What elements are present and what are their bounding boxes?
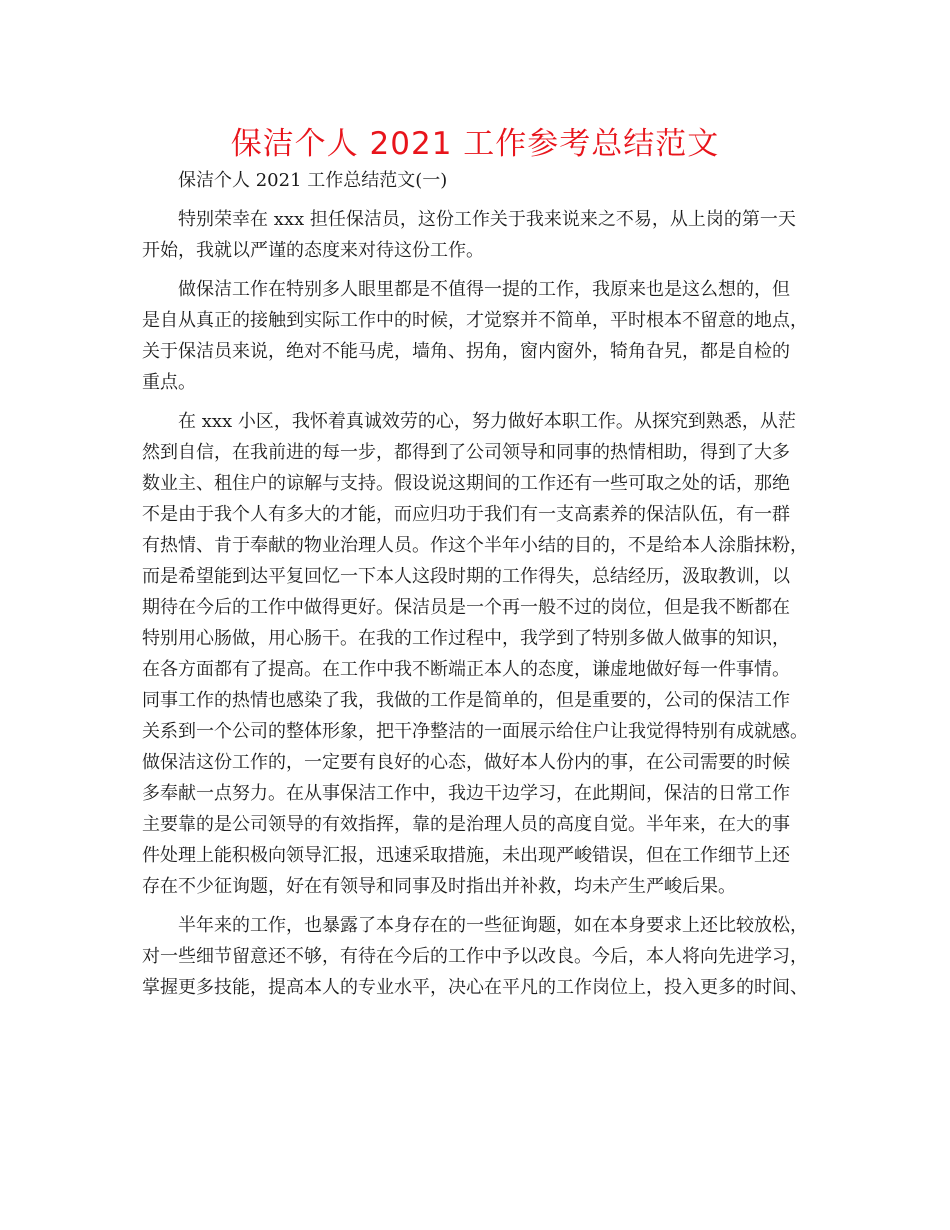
paragraph-line: 半年来的工作，也暴露了本身存在的一些征询题，如在本身要求上还比较放松，	[178, 915, 808, 936]
paragraph-line: 做保洁工作在特别多人眼里都是不值得一提的工作，我原来也是这么想的，但	[178, 279, 790, 300]
document-title: 保洁个人 2021 工作参考总结范文	[230, 126, 720, 162]
paragraph-line: 有热情、肯于奉献的物业治理人员。作这个半年小结的目的，不是给本人涂脂抹粉，	[142, 535, 808, 556]
paragraph-line: 在各方面都有了提高。在工作中我不断端正本人的态度，谦虚地做好每一件事情。	[142, 659, 790, 680]
paragraph-line: 关于保洁员来说，绝对不能马虎，墙角、拐角，窗内窗外，犄角旮旯，都是自检的	[142, 341, 790, 362]
paragraph-line: 不是由于我个人有多大的才能，而应归功于我们有一支高素养的保洁队伍，有一群	[142, 504, 790, 525]
paragraph-line: 对一些细节留意还不够，有待在今后的工作中予以改良。今后，本人将向先进学习，	[142, 946, 808, 967]
paragraph-line: 存在不少征询题，好在有领导和同事及时指出并补救，均未产生严峻后果。	[142, 876, 736, 897]
paragraph-line: 掌握更多技能，提高本人的专业水平，决心在平凡的工作岗位上，投入更多的时间、	[142, 977, 808, 998]
paragraph-line: 做保洁这份工作的，一定要有良好的心态，做好本人份内的事，在公司需要的时候	[142, 752, 790, 773]
subtitle-line: 保洁个人 2021 工作总结范文(一)	[178, 170, 448, 191]
paragraph-line: 数业主、租住户的谅解与支持。假设说这期间的工作还有一些可取之处的话，那绝	[142, 473, 790, 494]
paragraph-line: 主要靠的是公司领导的有效指挥，靠的是治理人员的高度自觉。半年来，在大的事	[142, 814, 790, 835]
document-body	[142, 165, 826, 1003]
paragraph-line: 关系到一个公司的整体形象，把干净整洁的一面展示给住户让我觉得特别有成就感。	[142, 721, 808, 742]
paragraph-line: 同事工作的热情也感染了我，我做的工作是简单的，但是重要的，公司的保洁工作	[142, 690, 790, 711]
paragraph-line: 在 xxx 小区，我怀着真诚效劳的心，努力做好本职工作。从探究到熟悉，从茫	[178, 411, 796, 432]
paragraph-line: 件处理上能积极向领导汇报，迅速采取措施，未出现严峻错误，但在工作细节上还	[142, 845, 790, 866]
paragraph-line: 然到自信，在我前进的每一步，都得到了公司领导和同事的热情相助，得到了大多	[142, 442, 790, 463]
paragraph-line: 是自从真正的接触到实际工作中的时候，才觉察并不简单，平时根本不留意的地点，	[142, 310, 808, 331]
paragraph-line: 而是希望能到达平复回忆一下本人这段时期的工作得失，总结经历，汲取教训，以	[142, 566, 790, 587]
paragraph-line: 特别荣幸在 xxx 担任保洁员，这份工作关于我来说来之不易，从上岗的第一天	[178, 209, 796, 230]
paragraph-line: 期待在今后的工作中做得更好。保洁员是一个再一般不过的岗位，但是我不断都在	[142, 597, 790, 618]
paragraph-line: 多奉献一点努力。在从事保洁工作中，我边干边学习，在此期间，保洁的日常工作	[142, 783, 790, 804]
paragraph-line: 重点。	[142, 372, 196, 393]
paragraph-line: 开始，我就以严谨的态度来对待这份工作。	[142, 240, 484, 261]
paragraph-line: 特别用心肠做，用心肠干。在我的工作过程中，我学到了特别多做人做事的知识，	[142, 628, 790, 649]
